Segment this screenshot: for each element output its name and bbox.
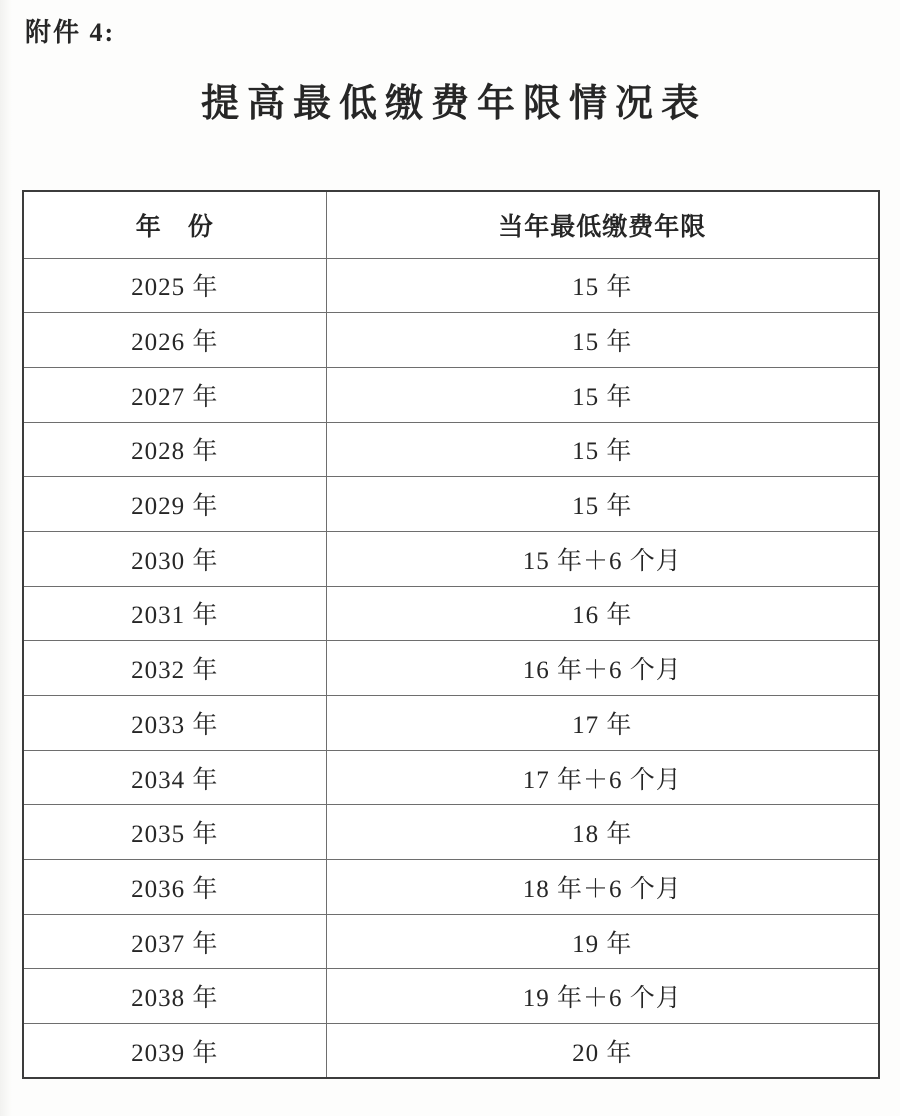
column-header-year: 年 份 <box>23 191 326 258</box>
year-cell: 2039 年 <box>23 1024 326 1079</box>
year-cell: 2030 年 <box>23 531 326 586</box>
min-years-cell: 18 年 <box>326 805 879 860</box>
table-row <box>23 313 879 368</box>
table-row <box>23 914 879 969</box>
year-cell: 2028 年 <box>23 422 326 477</box>
table-row <box>23 696 879 751</box>
table-row <box>23 860 879 915</box>
attachment-label: 附件 4: <box>25 18 116 47</box>
min-years-cell: 17 年 <box>326 696 879 751</box>
year-cell: 2036 年 <box>23 860 326 915</box>
year-cell: 2025 年 <box>23 258 326 313</box>
year-cell: 2029 年 <box>23 477 326 532</box>
min-years-cell: 19 年 <box>326 914 879 969</box>
min-years-cell: 15 年 <box>326 477 879 532</box>
min-years-cell: 15 年 <box>326 258 879 313</box>
year-cell: 2035 年 <box>23 805 326 860</box>
table-row <box>23 969 879 1024</box>
table-row <box>23 531 879 586</box>
table-body <box>23 258 879 1078</box>
min-years-cell: 18 年＋6 个月 <box>326 860 879 915</box>
min-years-cell: 15 年 <box>326 313 879 368</box>
year-cell: 2026 年 <box>23 313 326 368</box>
min-years-cell: 16 年＋6 个月 <box>326 641 879 696</box>
page-title: 提高最低缴费年限情况表 <box>200 83 707 125</box>
year-cell: 2031 年 <box>23 586 326 641</box>
year-cell: 2038 年 <box>23 969 326 1024</box>
min-years-cell: 15 年＋6 个月 <box>326 531 879 586</box>
year-cell: 2033 年 <box>23 696 326 751</box>
min-years-cell: 16 年 <box>326 586 879 641</box>
table-row <box>23 750 879 805</box>
min-years-cell: 20 年 <box>326 1024 879 1079</box>
year-cell: 2037 年 <box>23 914 326 969</box>
table-header-row <box>23 191 879 258</box>
min-years-cell: 19 年＋6 个月 <box>326 969 879 1024</box>
table-row <box>23 477 879 532</box>
min-years-cell: 15 年 <box>326 367 879 422</box>
table-row <box>23 805 879 860</box>
year-cell: 2027 年 <box>23 367 326 422</box>
table-row <box>23 586 879 641</box>
year-cell: 2034 年 <box>23 750 326 805</box>
table-row <box>23 258 879 313</box>
year-cell: 2032 年 <box>23 641 326 696</box>
min-contribution-years-table <box>22 190 880 1079</box>
table-row <box>23 367 879 422</box>
min-years-cell: 15 年 <box>326 422 879 477</box>
table-row <box>23 1024 879 1079</box>
column-header-min-years: 当年最低缴费年限 <box>326 191 879 258</box>
table-row <box>23 422 879 477</box>
min-years-cell: 17 年＋6 个月 <box>326 750 879 805</box>
table-row <box>23 641 879 696</box>
